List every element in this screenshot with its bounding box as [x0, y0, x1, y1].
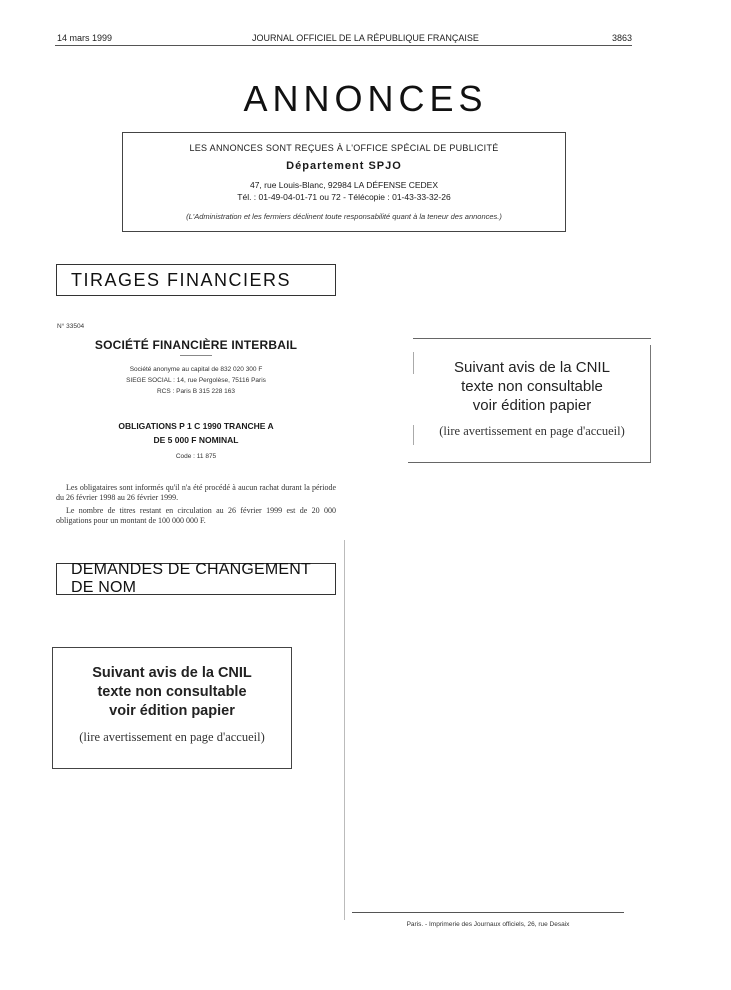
- company-capital: Société anonyme au capital de 832 020 300 F: [129, 366, 263, 373]
- obligations-line-1: OBLIGATIONS P 1 C 1990 TRANCHE A: [118, 421, 274, 431]
- footer-imprint: Paris. - Imprimerie des Journaux officiels, 26, rue Desaix: [406, 921, 570, 928]
- cnil-right-line-2: texte non consultable: [461, 378, 603, 395]
- company-rcs: RCS : Paris B 315 228 163: [156, 388, 236, 395]
- announcement-number: N° 33504: [57, 323, 85, 330]
- cnil-left-line-3: voir édition papier: [109, 703, 235, 719]
- company-underline: [180, 355, 212, 356]
- cnil-notice-left: [52, 647, 292, 769]
- obligations-line-2: DE 5 000 F NOMINAL: [153, 435, 239, 445]
- cnil-left-line-1: Suivant avis de la CNIL: [92, 665, 252, 681]
- page-title: ANNONCES: [243, 78, 488, 119]
- spjo-department: Département SPJO: [286, 160, 402, 172]
- spjo-disclaimer: (L'Administration et les fermiers déclinent toute responsabilité quant à la teneur des annonces.): [186, 212, 502, 221]
- header-page-number: 3863: [612, 33, 633, 43]
- cnil-right-bottom-rule: [408, 462, 651, 463]
- cnil-left-note: (lire avertissement en page d'accueil): [79, 730, 265, 744]
- announcement-paragraph-2: Le nombre de titres restant en circulation au 26 février 1999 est de 20 000 obligations pour un montant de 100 000 000 F.: [56, 506, 336, 525]
- company-siege: SIEGE SOCIAL : 14, rue Pergolèse, 75116 Paris: [126, 377, 266, 384]
- cnil-left-line-2: texte non consultable: [97, 684, 247, 700]
- header-journal-title: JOURNAL OFFICIEL DE LA RÉPUBLIQUE FRANÇAISE: [252, 33, 479, 43]
- header-date: 14 mars 1999: [57, 33, 113, 43]
- section-heading-tirages: TIRAGES FINANCIERS: [56, 264, 336, 296]
- header-rule: [55, 45, 632, 46]
- spjo-intro: LES ANNONCES SONT REÇUES À L'OFFICE SPÉCIAL DE PUBLICITÉ: [189, 143, 499, 153]
- cnil-notice-right: [413, 338, 651, 462]
- cnil-right-line-3: voir édition papier: [472, 397, 592, 414]
- cnil-right-note: (lire avertissement en page d'accueil): [439, 424, 625, 438]
- cnil-right-line-1: Suivant avis de la CNIL: [454, 359, 610, 376]
- spjo-address: 47, rue Louis-Blanc, 92984 LA DÉFENSE CEDEX: [249, 180, 439, 190]
- company-name: SOCIÉTÉ FINANCIÈRE INTERBAIL: [94, 338, 298, 352]
- spjo-info-box: [122, 132, 566, 232]
- section-heading-demandes: DEMANDES DE CHANGEMENT DE NOM: [56, 563, 336, 595]
- obligations-code: Code : 11 875: [175, 453, 217, 460]
- footer-rule: [352, 912, 624, 913]
- announcement-paragraph-1: Les obligataires sont informés qu'il n'a été procédé à aucun rachat durant la période du 26 février 1998 au 26 février 1999.: [56, 483, 336, 502]
- column-separator: [344, 540, 345, 920]
- spjo-phone: Tél. : 01-49-04-01-71 ou 72 - Télécopie : 01-43-33-32-26: [237, 192, 451, 202]
